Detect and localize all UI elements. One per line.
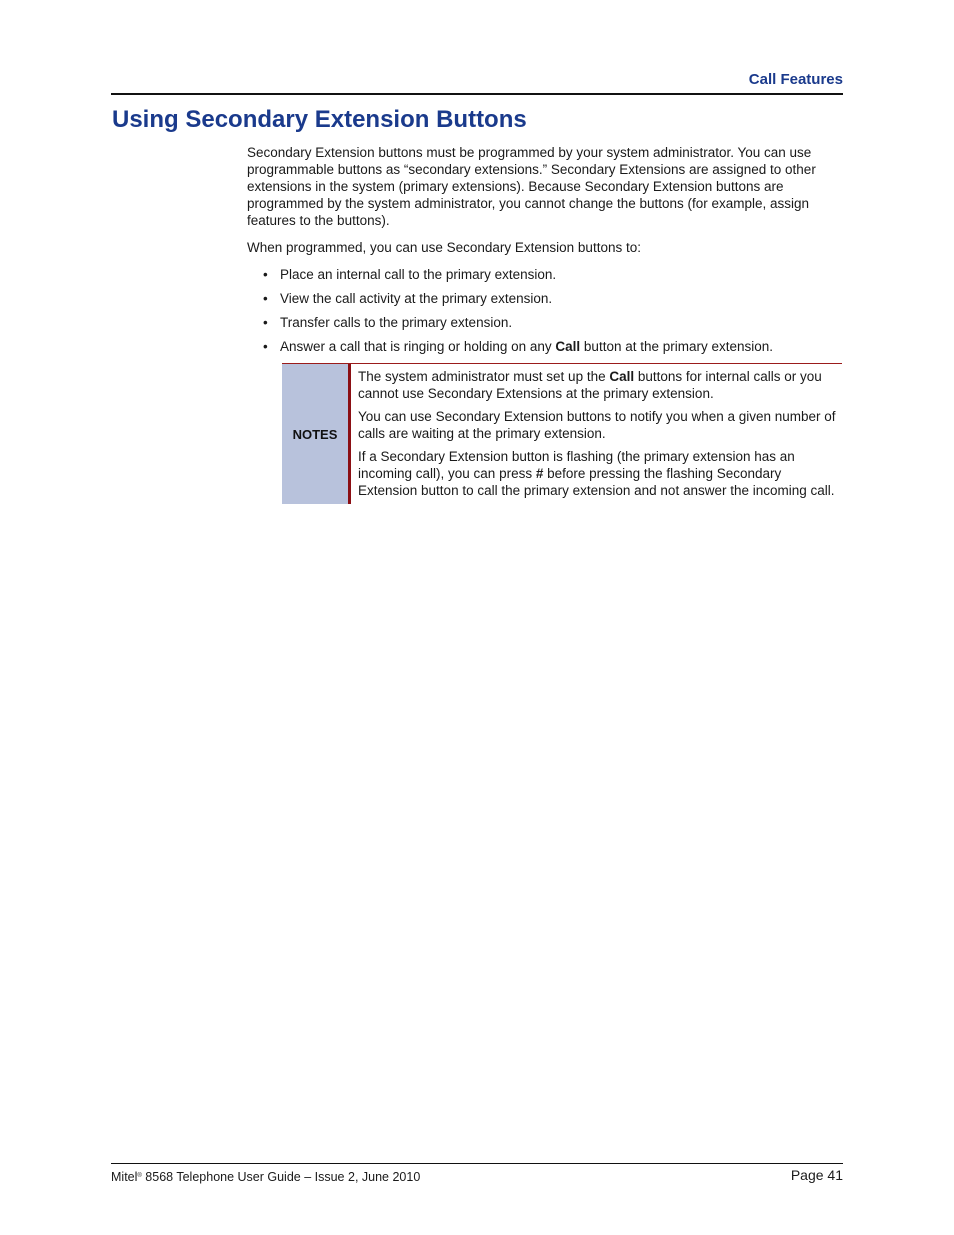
note-item (358, 368, 836, 402)
page-number: Page 41 (790, 1167, 843, 1183)
header-rule (111, 93, 843, 95)
list-item-text-pre: Answer a call that is ringing or holding on any (280, 339, 556, 354)
list-item (247, 290, 843, 307)
notes-body (351, 364, 842, 504)
note-text-pre: You can use Secondary Extension buttons to notify you when a given number of calls are waiting at the primary extension. (358, 409, 836, 441)
notes-label: NOTES (282, 364, 351, 504)
footer-brand: Mitel (111, 1170, 138, 1184)
list-item-text-post: button at the primary extension. (580, 339, 774, 354)
section-label: Call Features (748, 71, 843, 88)
bullet-icon: • (263, 339, 268, 354)
footer-doc-title (111, 1168, 420, 1185)
note-item (358, 408, 836, 442)
page-header (111, 70, 843, 95)
note-text-post: before pressing the flashing Secondary Extension button to call the primary extension and not answer the incoming call. (358, 466, 835, 498)
notes-table (282, 363, 842, 504)
note-bold-term: Call (609, 369, 635, 384)
page-footer (111, 1163, 843, 1184)
note-text-pre: If a Secondary Extension button is flashing (the primary extension has an incoming call), you can press (358, 449, 795, 481)
list-item (247, 338, 843, 355)
bullet-list (247, 266, 843, 355)
note-text-pre: The system administrator must set up the (358, 369, 610, 384)
bullet-icon: • (263, 291, 268, 306)
registered-mark: ® (137, 1173, 142, 1179)
list-intro: When programmed, you can use Secondary Extension buttons to: (247, 240, 641, 255)
note-bold-term: # (535, 466, 544, 481)
note-item (358, 448, 836, 499)
list-item-text: Place an internal call to the primary extension. (280, 267, 557, 282)
list-item-text: Transfer calls to the primary extension. (280, 315, 513, 330)
note-text-post: buttons for internal calls or you cannot use Secondary Extensions at the primary extension. (358, 369, 822, 401)
bullet-icon: • (263, 315, 268, 330)
footer-title-text: 8568 Telephone User Guide – Issue 2, June 2010 (141, 1170, 421, 1184)
list-item (247, 314, 843, 331)
bullet-icon: • (263, 267, 268, 282)
body-content (247, 144, 843, 362)
list-item-text: View the call activity at the primary extension. (280, 291, 553, 306)
page-title: Using Secondary Extension Buttons (112, 106, 527, 133)
list-item (247, 266, 843, 283)
call-button-term: Call (555, 339, 581, 354)
intro-paragraph: Secondary Extension buttons must be programmed by your system administrator. You can use programmable buttons as “secondary extensions.” Secondary Extensions are assigned to other extensions in the system (primary extensions). Because Secondary Extension buttons are programmed by the system administrator, you cannot change the buttons (for example, assign features to the buttons). (247, 145, 816, 228)
